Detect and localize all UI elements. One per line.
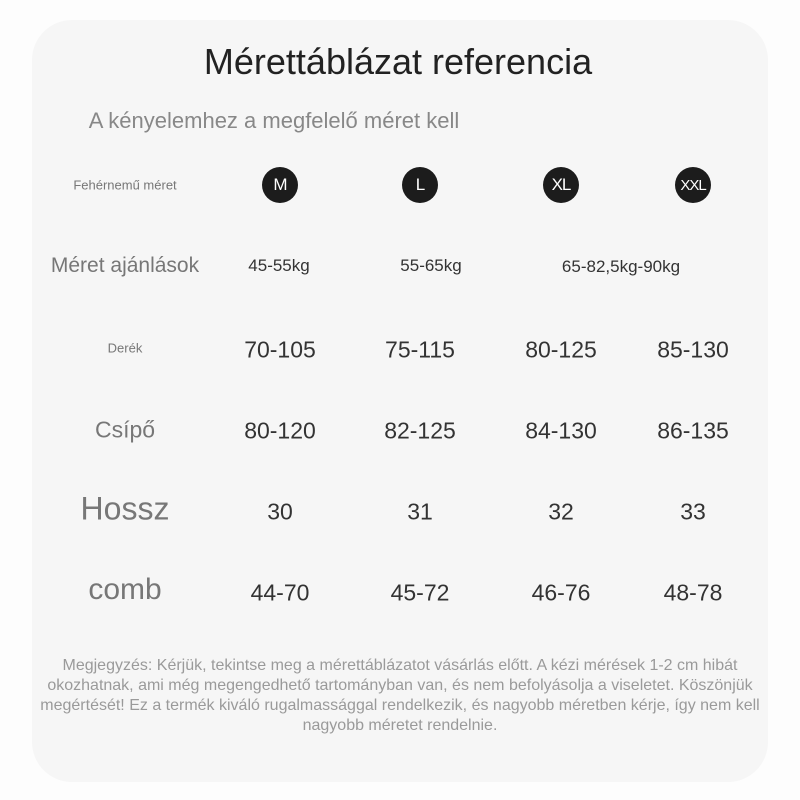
subtitle: A kényelemhez a megfelelő méret kell [88,108,460,133]
weight-l: 55-65kg [400,256,462,275]
cell: 32 [548,498,574,525]
cell: 46-76 [531,579,591,606]
size-badge-xxl: XXL [675,167,711,203]
row-label-waist: Derék [107,340,143,356]
row-label-thigh: comb [88,573,162,606]
note-text: Megjegyzés: Kérjük, tekintse meg a mérettáblázatot vásárlás előtt. A kézi mérések 1-2 cm hibát okozhatnak, ami még megengedhető tartományban van, és nem befolyásolja a viseletet. Köszönjük megértését! Ez a termék kiváló rugalmassággal rendelkezik, és nagyobb méretben kérje, így nem kell nagyobb méretet rendelnie. [40,657,760,734]
page-title: Mérettáblázat referencia [203,41,593,82]
cell: 86-135 [657,417,729,444]
cell: 44-70 [250,579,310,606]
cell: 75-115 [385,336,455,363]
cell: 82-125 [384,417,456,444]
cell: 30 [267,498,293,525]
row-label-hip: Csípő [94,416,156,443]
row-label-length: Hossz [80,490,170,527]
weight-label: Méret ajánlások [50,254,200,277]
weight-m: 45-55kg [248,256,310,275]
size-badge-m: M [262,167,298,203]
header-label: Fehérnemű méret [73,177,177,193]
cell: 80-125 [525,336,597,363]
cell: 84-130 [525,417,597,444]
size-badge-xl: XL [543,167,579,203]
cell: 80-120 [244,417,316,444]
cell: 45-72 [390,579,450,606]
cell: 33 [680,498,706,525]
cell: 48-78 [663,579,723,606]
weight-xl-xxl: 65-82,5kg-90kg [561,257,681,276]
cell: 70-105 [244,336,316,363]
size-badge-l: L [402,167,438,203]
cell: 31 [407,498,433,525]
cell: 85-130 [657,336,729,363]
